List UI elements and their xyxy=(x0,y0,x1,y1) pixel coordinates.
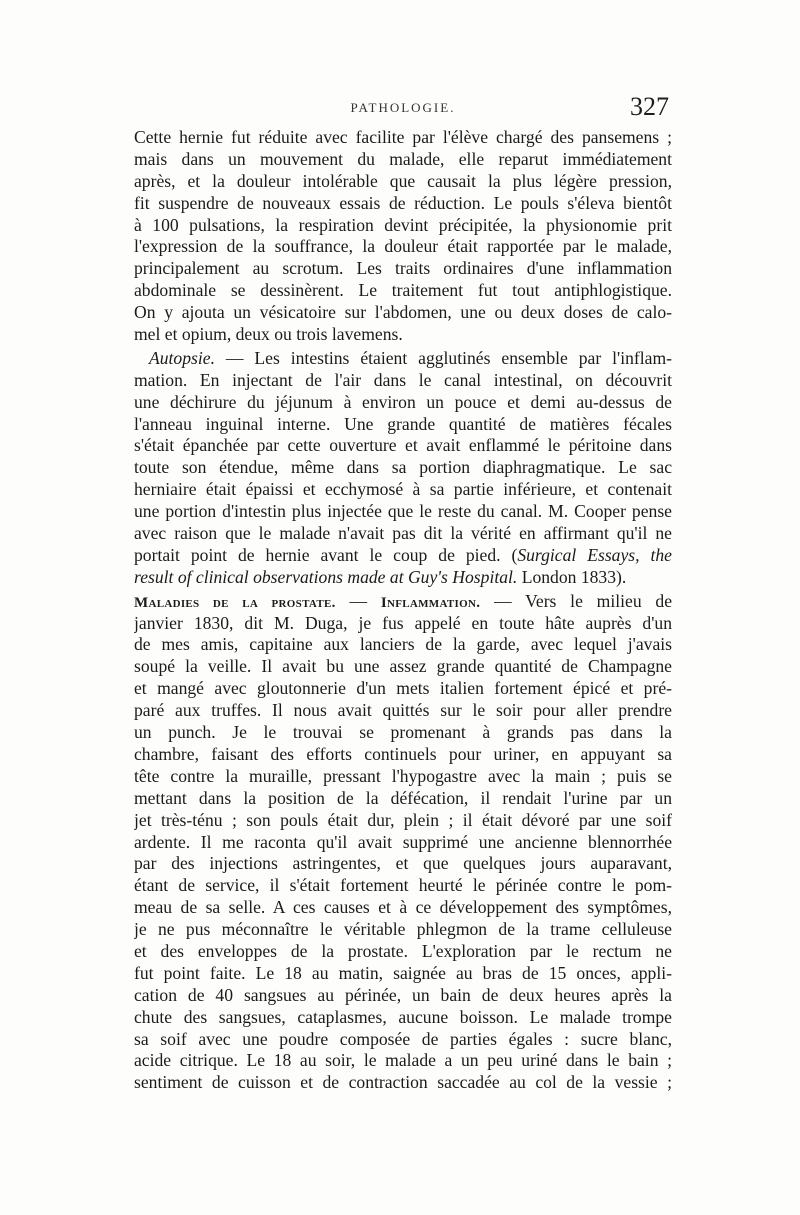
body-text xyxy=(134,127,672,1094)
autopsie-heading: Autopsie. xyxy=(149,347,215,368)
text-line: une déchirure du jéjunum à environ un pouce et demi au-dessus de xyxy=(134,391,672,412)
text-line: s'était épanchée par cette ouverture et avait enflammé le péritoine dans xyxy=(134,435,672,456)
text-line xyxy=(134,591,672,613)
paragraph-prostate xyxy=(134,591,672,1094)
text-line: jet très-ténu ; son pouls était dur, plein ; il était dévoré par une soif xyxy=(134,809,672,830)
text-line: je ne pus méconnaître le véritable phlegmon de la trame celluleuse xyxy=(134,919,672,940)
text-line: mel et opium, deux ou trois lavemens. xyxy=(134,324,403,345)
text-fragment: — Vers le milieu de xyxy=(480,590,672,611)
text-line: soupé la veille. Il avait bu une assez grande quantité de Champagne xyxy=(134,656,672,677)
text-line: Cette hernie fut réduite avec facilite par l'élève chargé des pansemens ; xyxy=(134,127,672,147)
text-line: sentiment de cuisson et de contraction saccadée au col de la vessie ; xyxy=(134,1072,672,1093)
text-line: chambre, faisant des efforts continuels pour uriner, en appuyant sa xyxy=(134,743,672,764)
text-line: tête contre la muraille, pressant l'hypogastre avec la main ; puis se xyxy=(134,765,672,786)
text-line: On y ajouta un vésicatoire sur l'abdomen, une ou deux doses de calo- xyxy=(134,302,672,323)
text-line: par des injections astringentes, et que quelques jours auparavant, xyxy=(134,853,672,874)
text-line: acide citrique. Le 18 au soir, le malade a un peu uriné dans le bain ; xyxy=(134,1050,672,1071)
page-header xyxy=(137,94,669,124)
text-line: de mes amis, capitaine aux lanciers de la garde, avec lequel j'avais xyxy=(134,634,672,655)
text-line: meau de sa selle. A ces causes et à ce développement des symptômes, xyxy=(134,897,672,918)
text-line: l'anneau inguinal interne. Une grande quantité de matières fécales xyxy=(134,413,672,434)
text-line: l'expression de la souffrance, la douleur était rapportée par le malade, xyxy=(134,236,672,257)
text-line: paré aux truffes. Il nous avait quittés sur le soir pour aller prendre xyxy=(134,700,672,721)
citation-end: London 1833). xyxy=(517,566,627,587)
text-fragment: — xyxy=(335,590,381,611)
text-fragment: — Les intestins étaient agglutinés ensemble par l'inflam- xyxy=(214,347,672,368)
text-line: fit suspendre de nouveaux essais de réduction. Le pouls s'éleva bientôt xyxy=(134,192,672,213)
text-line: à 100 pulsations, la respiration devint précipitée, la physionomie prit xyxy=(134,214,672,235)
text-line: janvier 1830, dit M. Duga, je fus appelé en toute hâte auprès d'un xyxy=(134,612,672,633)
text-line: un punch. Je le trouvai se promenant à grands pas dans la xyxy=(134,722,672,743)
text-line: toute son étendue, même dans sa portion diaphragmatique. Le sac xyxy=(134,457,672,478)
text-line: avec raison que le malade n'avait pas dit la vérité en affirmant qu'il ne xyxy=(134,523,672,544)
text-line: après, et la douleur intolérable que causait la plus légère pression, xyxy=(134,170,672,191)
text-line: cation de 40 sangsues au périnée, un bain de deux heures après la xyxy=(134,984,672,1005)
paragraph-autopsie xyxy=(134,348,672,589)
text-line: une portion d'intestin plus injectée que le reste du canal. M. Cooper pense xyxy=(134,501,672,522)
text-line: et mangé avec gloutonnerie d'un mets italien fortement épicé et pré- xyxy=(134,678,672,699)
citation-title: Surgical Essays, the xyxy=(517,544,672,565)
text-line: mais dans un mouvement du malade, elle reparut immédiatement xyxy=(134,148,672,169)
text-line: mettant dans la position de la défécation, il rendait l'urine par un xyxy=(134,787,672,808)
subsection-heading: Inflammation. xyxy=(380,594,481,611)
text-line: fut point faite. Le 18 au matin, saignée au bras de 15 onces, appli- xyxy=(134,962,672,983)
text-line: abdominale se dessinèrent. Le traitement fut tout antiphlogistique. xyxy=(134,280,672,301)
running-head: PATHOLOGIE. xyxy=(350,100,456,115)
text-line xyxy=(134,348,672,370)
paragraph-hernie xyxy=(134,127,672,346)
text-line: chute des sangsues, cataplasmes, aucune boisson. Le malade trompe xyxy=(134,1006,672,1027)
text-line: ardente. Il me raconta qu'il avait supprimé une ancienne blennorrhée xyxy=(134,831,672,852)
text-line: et des enveloppes de la prostate. L'exploration par le rectum ne xyxy=(134,940,672,961)
text-line: sa soif avec une poudre composée de parties égales : sucre blanc, xyxy=(134,1028,672,1049)
text-line: principalement au scrotum. Les traits ordinaires d'une inflammation xyxy=(134,258,672,279)
page-number: 327 xyxy=(630,92,669,121)
citation-title-continued: result of clinical observations made at Guy's Hospital. xyxy=(134,566,518,587)
text-line xyxy=(134,545,672,567)
text-line: mation. En injectant de l'air dans le canal intestinal, on découvrit xyxy=(134,369,672,390)
text-line xyxy=(134,567,672,589)
text-line: étant de service, il s'était fortement heurté le périnée contre le pom- xyxy=(134,875,672,896)
text-line: herniaire était épaissi et ecchymosé à sa partie inférieure, et contenait xyxy=(134,479,672,500)
section-heading: Maladies de la prostate. xyxy=(134,594,336,611)
text-fragment: portait point de hernie avant le coup de pied. ( xyxy=(134,544,518,565)
